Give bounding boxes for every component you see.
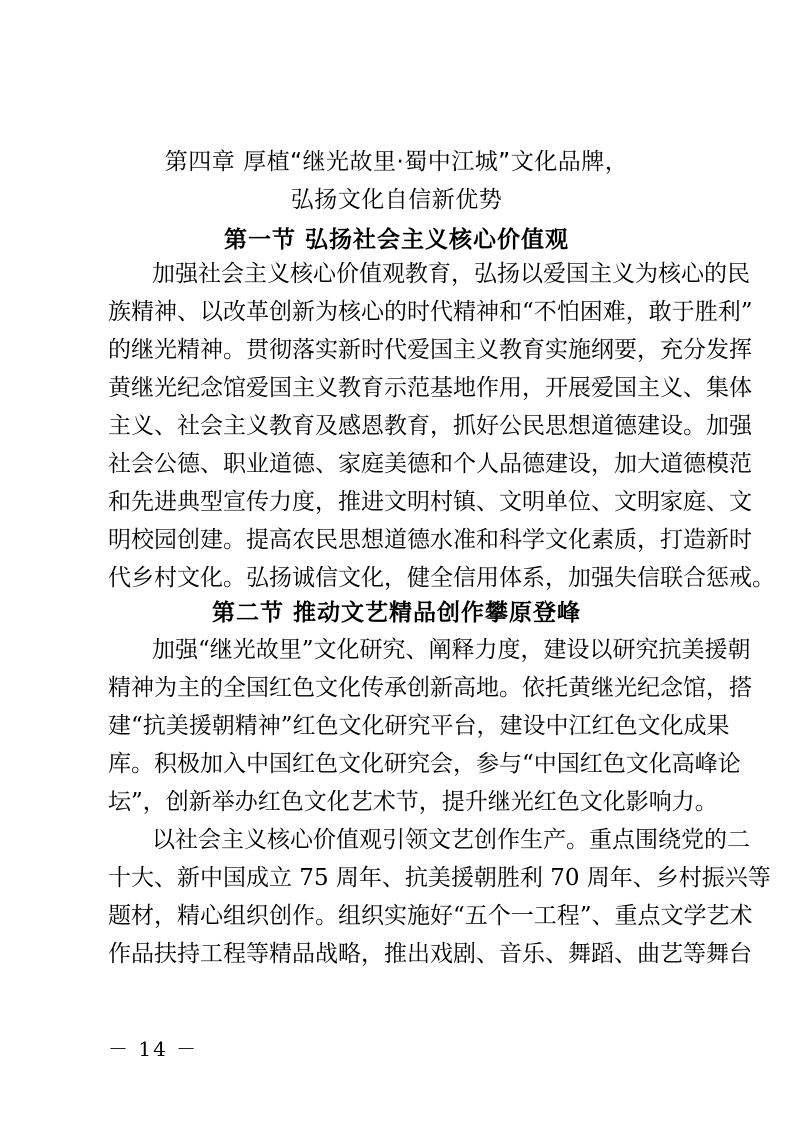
paragraph-line: 以社会主义核心价值观引领文艺创作生产。重点围绕党的二 [152,827,750,853]
chapter-title-line-1: 第四章 厚植“继光故里·蜀中江城”文化品牌， [164,149,629,175]
paragraph-line: 加强社会主义核心价值观教育，弘扬以爱国主义为核心的民 [152,261,750,287]
paragraph-line: 的继光精神。贯彻落实新时代爱国主义教育实施纲要，充分发挥 [108,337,752,363]
paragraph-line: 社会公德、职业道德、家庭美德和个人品德建设，加大道德模范 [108,451,752,477]
chapter-title-line-2: 弘扬文化自信新优势 [290,187,503,213]
paragraph-line: 精神为主的全国红色文化传承创新高地。依托黄继光纪念馆，搭 [108,675,752,701]
section-2-title: 第二节 推动文艺精品创作攀原登峰 [211,600,581,626]
paragraph-line: 黄继光纪念馆爱国主义教育示范基地作用，开展爱国主义、集体 [108,375,752,401]
section-1-title: 第一节 弘扬社会主义核心价值观 [223,227,569,253]
paragraph-line: 加强“继光故里”文化研究、阐释力度，建设以研究抗美援朝 [152,637,751,663]
paragraph-line: 族精神、以改革创新为核心的时代精神和“不怕困难，敢于胜利” [108,299,753,325]
paragraph-line: 和先进典型宣传力度，推进文明村镇、文明单位、文明家庭、文 [108,489,752,515]
paragraph-line: 代乡村文化。弘扬诚信文化，健全信用体系，加强失信联合惩戒。 [108,565,775,591]
page-number: － 14 － [108,1037,199,1061]
paragraph-line: 建“抗美援朝精神”红色文化研究平台，建设中江红色文化成果 [108,713,730,739]
paragraph-line: 题材，精心组织创作。组织实施好“五个一工程”、重点文学艺术 [108,903,753,929]
paragraph-line: 十大、新中国成立 75 周年、抗美援朝胜利 70 周年、乡村振兴等 [108,865,771,891]
paragraph-line: 主义、社会主义教育及感恩教育，抓好公民思想道德建设。加强 [108,413,752,439]
paragraph-line: 坛”，创新举办红色文化艺术节，提升继光红色文化影响力。 [108,789,718,815]
paragraph-line: 明校园创建。提高农民思想道德水准和科学文化素质，打造新时 [108,527,752,553]
paragraph-line: 库。积极加入中国红色文化研究会，参与“中国红色文化高峰论 [108,751,741,777]
paragraph-line: 作品扶持工程等精品战略，推出戏剧、音乐、舞蹈、曲艺等舞台 [108,941,752,967]
